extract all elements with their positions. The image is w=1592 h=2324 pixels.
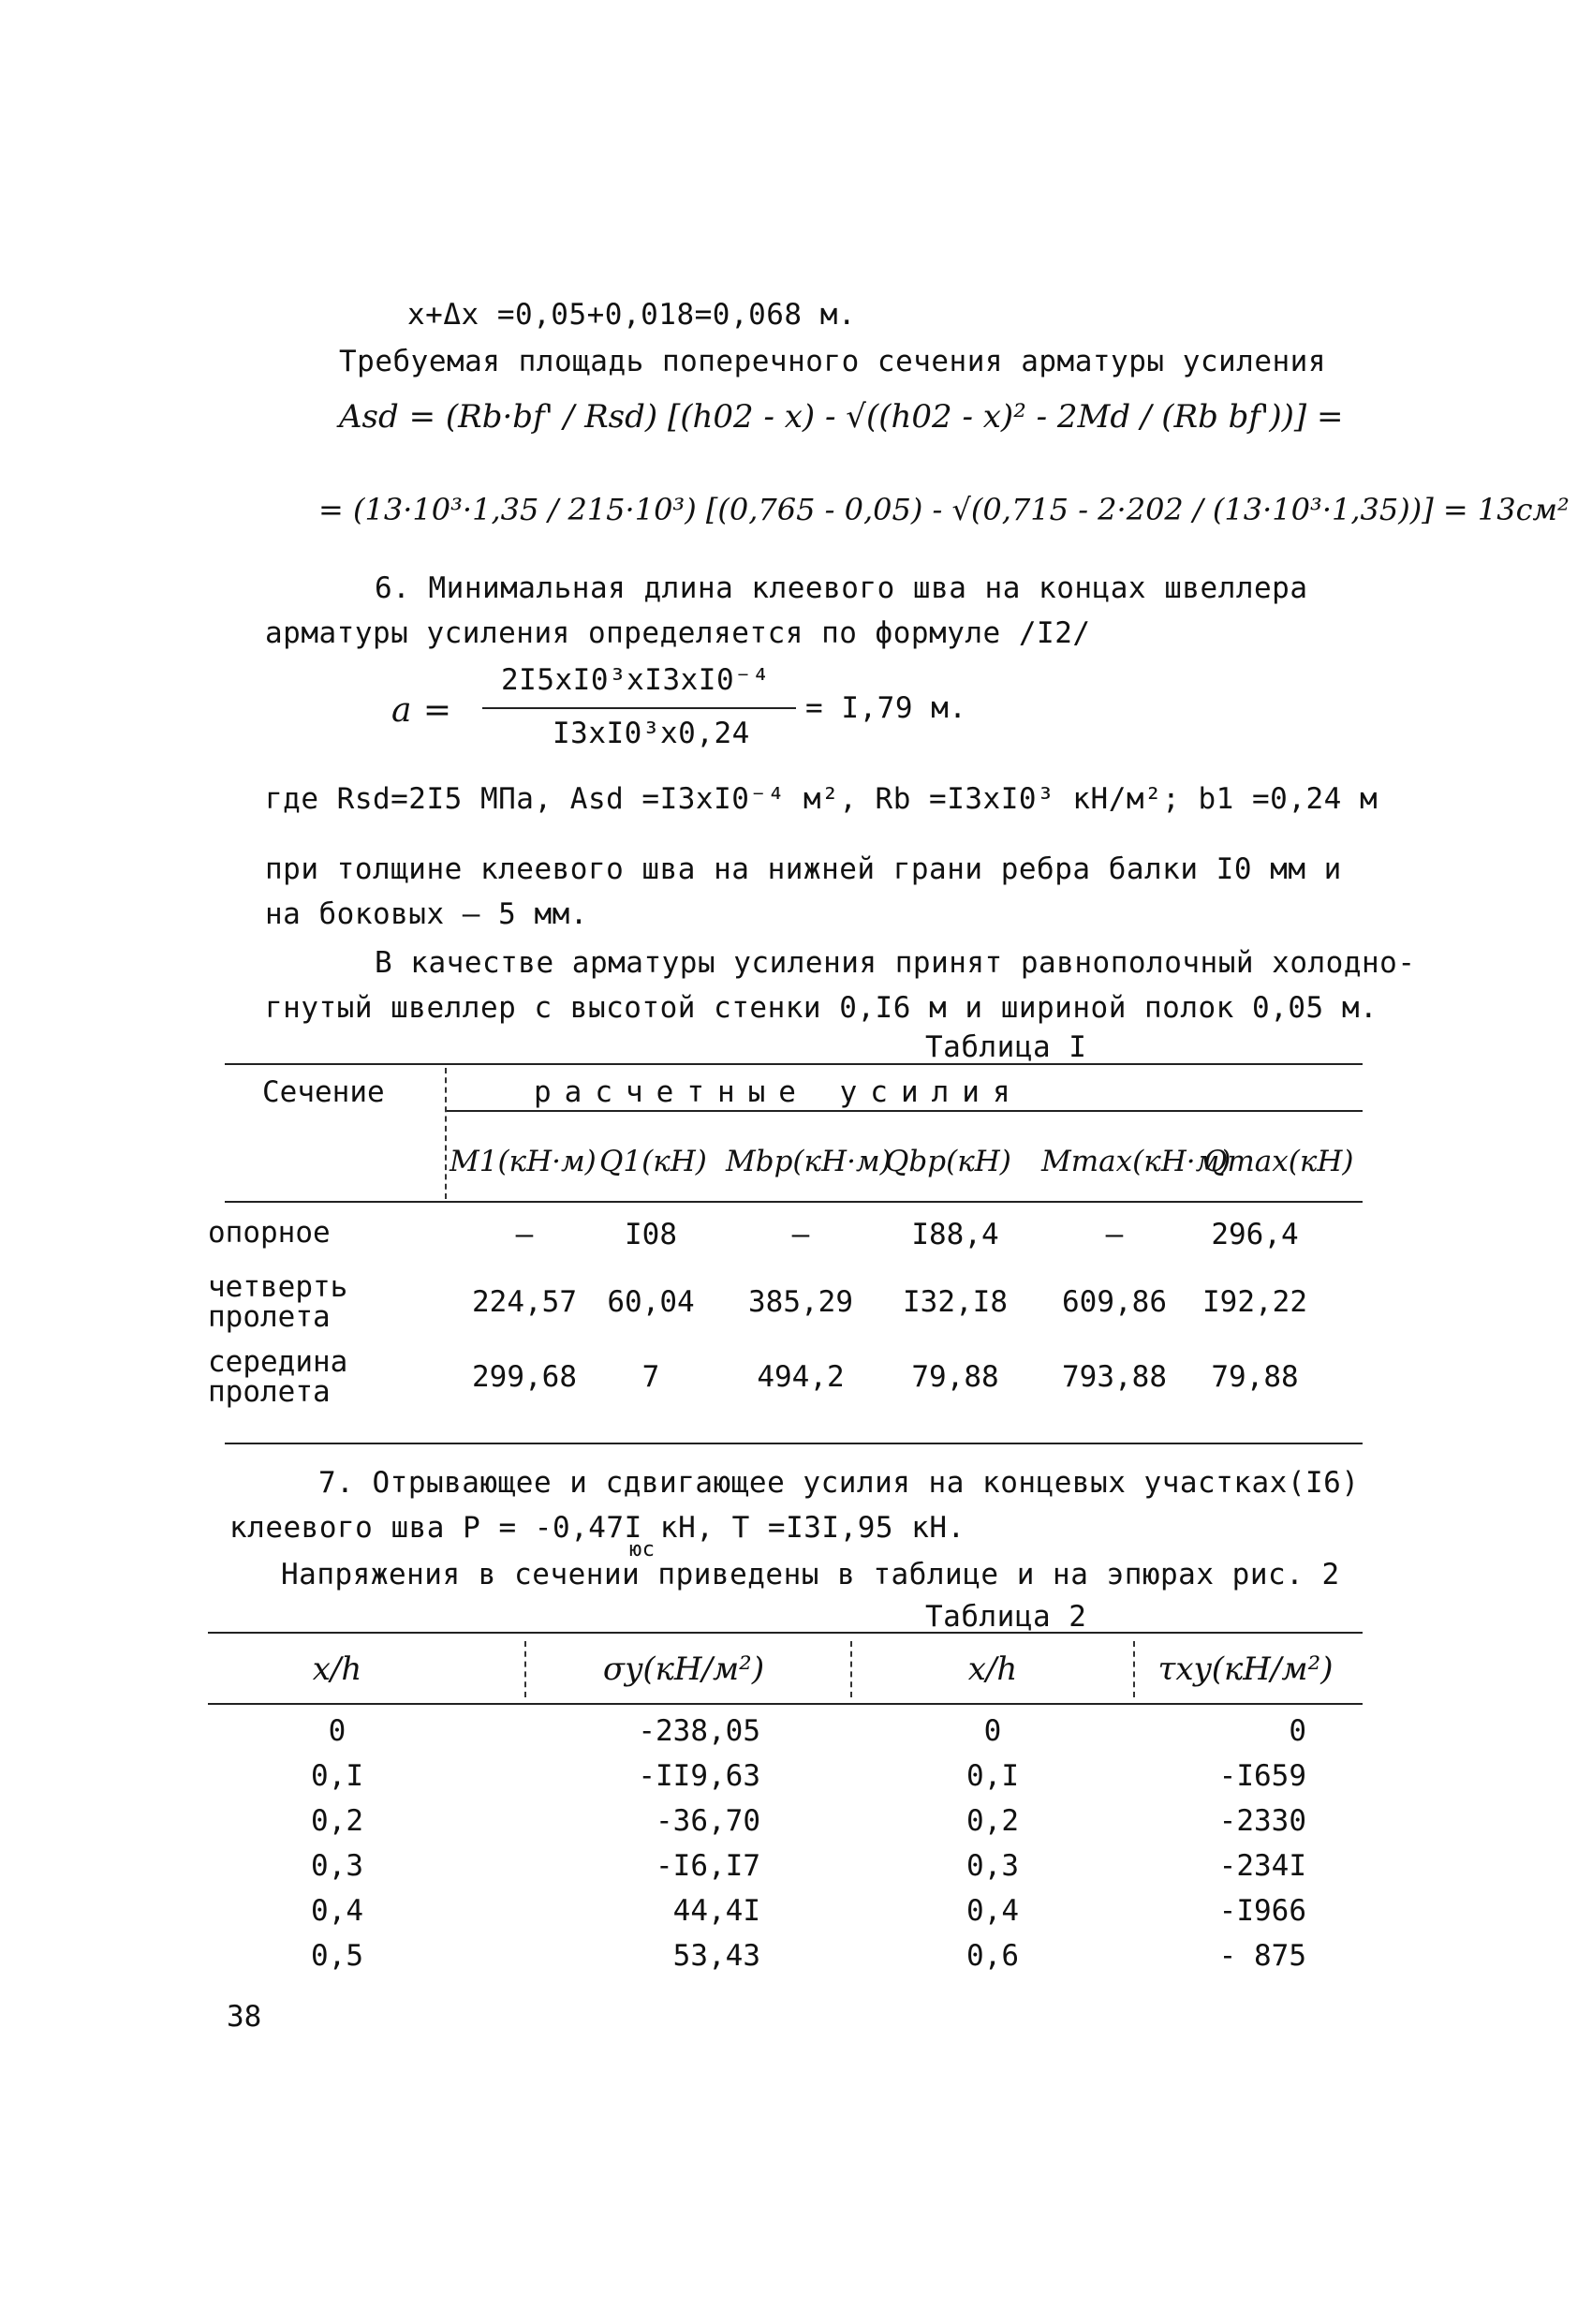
table-2-cell: 0,I xyxy=(966,1759,1019,1793)
table-2-cell: 0,6 xyxy=(966,1939,1019,1973)
table-2-cell: 53,43 xyxy=(672,1939,760,1973)
thickness-line-1: при толщине клеевого шва на нижней грани ребра балки I0 мм и xyxy=(265,852,1342,886)
table-2-column-header: σy(кН/м²) xyxy=(602,1650,765,1688)
table-1-cell: 79,88 xyxy=(911,1360,999,1394)
table-1-cell: 296,4 xyxy=(1211,1218,1299,1251)
table-2-column-header: x/h xyxy=(967,1650,1018,1688)
table-2-cell: 44,4I xyxy=(672,1894,760,1928)
table-2-cell: 0,2 xyxy=(966,1804,1019,1838)
table-1-bottom-rule xyxy=(225,1443,1363,1444)
paragraph-6-line-2: арматуры усиления определяется по формуле /I2/ xyxy=(265,616,1091,650)
table-2-caption: Таблица 2 xyxy=(925,1600,1087,1634)
page-number: 38 xyxy=(227,2000,262,2034)
formula-asd: Asd = (Rb·bf' / Rsd) [(h02 - x) - √((h02 - x)² - 2Md / (Rb bf'))] = xyxy=(339,398,1344,436)
table-2-cell: 0,4 xyxy=(311,1894,363,1928)
table-1-cell: – xyxy=(515,1218,534,1251)
table-2-cell: 0 xyxy=(328,1714,346,1748)
table-1-cell: I88,4 xyxy=(911,1218,999,1251)
table-2-column-header: x/h xyxy=(312,1650,362,1688)
paragraph-7-line-2: клеевого шва P = -0,47I кН, T =I3I,95 кН. xyxy=(229,1511,966,1545)
table-2-cell: -36,70 xyxy=(656,1804,760,1838)
table-2-cell: 0,I xyxy=(311,1759,363,1793)
table-1-group-rule xyxy=(445,1110,1363,1112)
table-1-column-header: Qmax(кН) xyxy=(1203,1145,1354,1178)
formula-a-result: = I,79 м. xyxy=(805,691,967,725)
table-1-cell: 299,68 xyxy=(472,1360,577,1394)
table-1-cell: 79,88 xyxy=(1211,1360,1299,1394)
table-1-section-label: пролета xyxy=(208,1375,331,1409)
table-1-cell: I32,I8 xyxy=(903,1285,1008,1319)
thickness-line-2: на боковых – 5 мм. xyxy=(265,897,588,931)
table-2-cell: 0,5 xyxy=(311,1939,363,1973)
x-plus-dx-line: x+Δx =0,05+0,018=0,068 м. xyxy=(407,298,857,332)
table-2-cell: 0,3 xyxy=(311,1849,363,1883)
table-2-cell: - 875 xyxy=(1218,1939,1306,1973)
table-1-header-rule xyxy=(225,1201,1363,1203)
formula-asd-numeric: = (13·10³·1,35 / 215·10³) [(0,765 - 0,05) - √(0,715 - 2·202 / (13·10³·1,35))] = 13см² xyxy=(318,492,1570,527)
table-1-cell: 609,86 xyxy=(1062,1285,1167,1319)
table-1-column-header: Mmax(кН·м) xyxy=(1041,1145,1231,1178)
table-2-separator-1 xyxy=(524,1641,526,1697)
where-line: где Rsd=2I5 МПа, Asd =I3xI0⁻⁴ м², Rb =I3xI0³ кН/м²; b1 =0,24 м xyxy=(265,782,1378,816)
channel-line-2: гнутый швеллер с высотой стенки 0,I6 м и шириной полок 0,05 м. xyxy=(265,991,1378,1025)
table-1-section-header: Сечение xyxy=(262,1075,385,1109)
table-1-section-label: пролета xyxy=(208,1300,331,1334)
required-area-line: Требуемая площадь поперечного сечения арматуры усиления xyxy=(339,345,1326,378)
table-1-column-header: Qbp(кН) xyxy=(885,1145,1011,1178)
table-1-section-label: четверть xyxy=(208,1270,348,1304)
formula-a-denominator: I3xI0³x0,24 xyxy=(553,717,750,750)
table-1-cell: I92,22 xyxy=(1202,1285,1307,1319)
table-2-cell: 0,3 xyxy=(966,1849,1019,1883)
table-1-cell: 224,57 xyxy=(472,1285,577,1319)
table-2-cell: 0,4 xyxy=(966,1894,1019,1928)
table-1-cell: 494,2 xyxy=(757,1360,845,1394)
table-2-cell: 0,2 xyxy=(311,1804,363,1838)
table-2-cell: 0 xyxy=(1289,1714,1306,1748)
formula-a-fraction-bar xyxy=(482,707,796,709)
paragraph-7-subscript: юс xyxy=(629,1538,656,1562)
table-1-cell: 385,29 xyxy=(748,1285,853,1319)
table-2-cell: -I6,I7 xyxy=(656,1849,760,1883)
table-2-column-header: τxy(кН/м²) xyxy=(1157,1650,1334,1688)
paragraph-6-line-1: 6. Минимальная длина клеевого шва на концах швеллера xyxy=(375,571,1308,605)
table-2-cell: -2330 xyxy=(1218,1804,1306,1838)
table-1-caption: Таблица I xyxy=(925,1030,1087,1064)
table-2-cell: -I966 xyxy=(1218,1894,1306,1928)
stresses-line: Напряжения в сечении приведены в таблице и на эпюрах рис. 2 xyxy=(281,1558,1340,1591)
table-2-cell: -II9,63 xyxy=(638,1759,760,1793)
table-1-top-rule xyxy=(225,1063,1363,1065)
table-1-section-label: середина xyxy=(208,1345,348,1379)
table-1-section-label: опорное xyxy=(208,1216,331,1250)
table-2-cell: -238,05 xyxy=(638,1714,760,1748)
table-1-separator xyxy=(445,1068,447,1199)
table-1-cell: – xyxy=(1105,1218,1124,1251)
table-1-column-header: M1(кН·м) xyxy=(450,1145,597,1178)
table-2-cell: -234I xyxy=(1218,1849,1306,1883)
table-1-column-header: Q1(кН) xyxy=(599,1145,707,1178)
table-2-cell: -I659 xyxy=(1218,1759,1306,1793)
channel-line-1: В качестве арматуры усиления принят равнополочный холодно- xyxy=(375,946,1416,980)
table-1-cell: – xyxy=(791,1218,810,1251)
table-1-column-header: Mbp(кН·м) xyxy=(726,1145,892,1178)
table-2-top-rule xyxy=(208,1632,1363,1634)
table-1-group-header: расчетные усилия xyxy=(534,1075,1024,1109)
formula-a-lhs: a = xyxy=(391,691,452,730)
table-1-cell: 793,88 xyxy=(1062,1360,1167,1394)
table-1-cell: 7 xyxy=(641,1360,660,1394)
paragraph-7-line-1: 7. Отрывающее и сдвигающее усилия на концевых участках(I6) xyxy=(318,1466,1360,1500)
table-1-cell: I08 xyxy=(625,1218,677,1251)
table-1-cell: 60,04 xyxy=(607,1285,695,1319)
table-2-separator-2 xyxy=(850,1641,852,1697)
formula-a-numerator: 2I5xI0³xI3xI0⁻⁴ xyxy=(501,663,771,697)
table-2-cell: 0 xyxy=(983,1714,1002,1748)
table-2-separator-3 xyxy=(1133,1641,1135,1697)
table-2-header-rule xyxy=(208,1703,1363,1705)
